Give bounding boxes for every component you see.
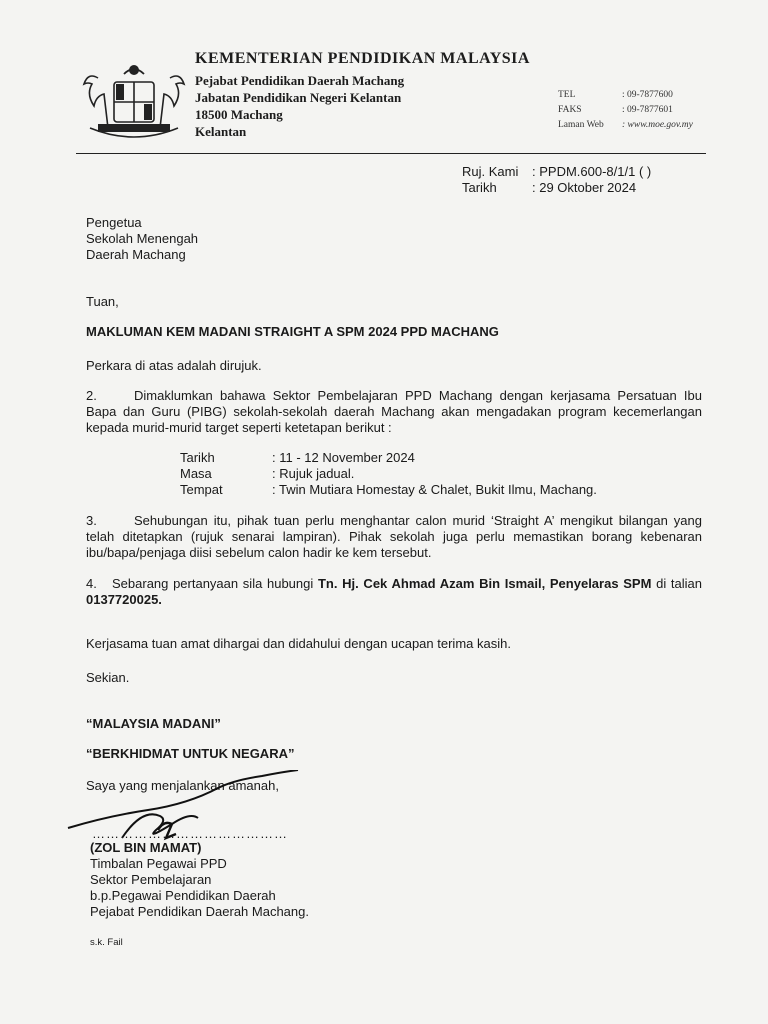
paragraph-text: Sehubungan itu, pihak tuan perlu menghantar calon murid ‘Straight A’ mengikut bilangan yang telah ditetapkan (rujuk senarai lampiran). Pihak sekolah juga perlu memastikan borang kebenaran ibu/bapa/penjaga diisi sebelum calon hadir ke kem tersebut.	[86, 513, 702, 560]
recipient-line: Daerah Machang	[86, 247, 186, 262]
address-line: Pejabat Pendidikan Daerah Machang	[195, 73, 405, 88]
signature-line: ……………………………………	[92, 826, 288, 841]
paragraph-text: Sebarang pertanyaan sila hubungi	[112, 576, 318, 591]
detail-row-venue	[180, 482, 597, 498]
reference-value: : PPDM.600-8/1/1 ( )	[532, 164, 652, 179]
signer-block	[90, 840, 309, 920]
contact-value: : 09-7877601	[622, 105, 673, 115]
contact-info	[558, 88, 693, 133]
contact-tel	[558, 88, 693, 103]
signer-title: b.p.Pegawai Pendidikan Daerah	[90, 888, 276, 903]
detail-label: Masa	[180, 466, 212, 481]
signer-title: Pejabat Pendidikan Daerah Machang.	[90, 904, 309, 919]
closing: Sekian.	[86, 670, 130, 685]
detail-row-date	[180, 450, 597, 466]
trust-line: Saya yang menjalankan amanah,	[86, 778, 279, 793]
date-row	[462, 180, 651, 196]
paragraph-text: Dimaklumkan bahawa Sektor Pembelajaran PPD Machang dengan kerjasama Persatuan Ibu Bapa dan Guru (PIBG) sekolah-sekolah daerah Machang akan mengadakan program kecemerlangan kepada murid-murid target seperti ketetapan berikut :	[86, 388, 702, 435]
contact-label: Laman Web	[558, 120, 604, 130]
paragraph-number: 4.	[86, 576, 97, 591]
organization-name: KEMENTERIAN PENDIDIKAN MALAYSIA	[195, 50, 530, 67]
salutation: Tuan,	[86, 294, 119, 309]
event-details	[180, 450, 597, 498]
header-divider	[76, 153, 706, 154]
paragraph-3	[86, 513, 702, 561]
contact-label: TEL	[558, 90, 576, 100]
detail-value: : 11 - 12 November 2024	[272, 450, 415, 465]
address-line: Jabatan Pendidikan Negeri Kelantan	[195, 90, 402, 105]
slogan-berkhidmat: “BERKHIDMAT UNTUK NEGARA”	[86, 746, 295, 761]
recipient-line: Sekolah Menengah	[86, 231, 199, 246]
contact-person: Tn. Hj. Cek Ahmad Azam Bin Ismail, Penyelaras SPM	[317, 576, 652, 591]
contact-phone: 0137720025.	[86, 592, 162, 607]
intro-paragraph: Perkara di atas adalah dirujuk.	[86, 358, 262, 373]
letterhead	[195, 50, 530, 140]
date-label: Tarikh	[462, 180, 497, 195]
reference-row	[462, 164, 651, 180]
subject-line: MAKLUMAN KEM MADANI STRAIGHT A SPM 2024 PPD MACHANG	[86, 324, 499, 339]
address-line: Kelantan	[195, 124, 247, 139]
paragraph-number: 2.	[86, 388, 97, 403]
signer-name: (ZOL BIN MAMAT)	[90, 840, 202, 855]
reference-block	[462, 164, 651, 196]
slogan-malaysia-madani: “MALAYSIA MADANI”	[86, 716, 221, 731]
paragraph-2	[86, 388, 702, 436]
address-line: 18500 Machang	[195, 107, 283, 122]
malaysia-coat-of-arms-icon	[80, 58, 188, 142]
detail-value: : Rujuk jadual.	[272, 466, 355, 481]
contact-value: : www.moe.gov.my	[622, 120, 693, 130]
contact-web	[558, 118, 693, 133]
reference-label: Ruj. Kami	[462, 164, 519, 179]
signer-title: Timbalan Pegawai PPD	[90, 856, 227, 871]
signer-title: Sektor Pembelajaran	[90, 872, 212, 887]
paragraph-number: 3.	[86, 513, 97, 528]
recipient-address	[86, 215, 198, 263]
detail-value: : Twin Mutiara Homestay & Chalet, Bukit Ilmu, Machang.	[272, 482, 597, 497]
recipient-line: Pengetua	[86, 215, 142, 230]
contact-fax	[558, 103, 693, 118]
paragraph-4	[86, 576, 702, 608]
cc-note: s.k. Fail	[90, 937, 123, 948]
contact-value: : 09-7877600	[622, 90, 673, 100]
detail-label: Tarikh	[180, 450, 215, 465]
detail-label: Tempat	[180, 482, 223, 497]
date-value: : 29 Oktober 2024	[532, 180, 637, 195]
contact-label: FAKS	[558, 105, 582, 115]
thanks-paragraph: Kerjasama tuan amat dihargai dan didahului dengan ucapan terima kasih.	[86, 636, 511, 651]
detail-row-time	[180, 466, 597, 482]
paragraph-text: di talian	[651, 576, 702, 591]
